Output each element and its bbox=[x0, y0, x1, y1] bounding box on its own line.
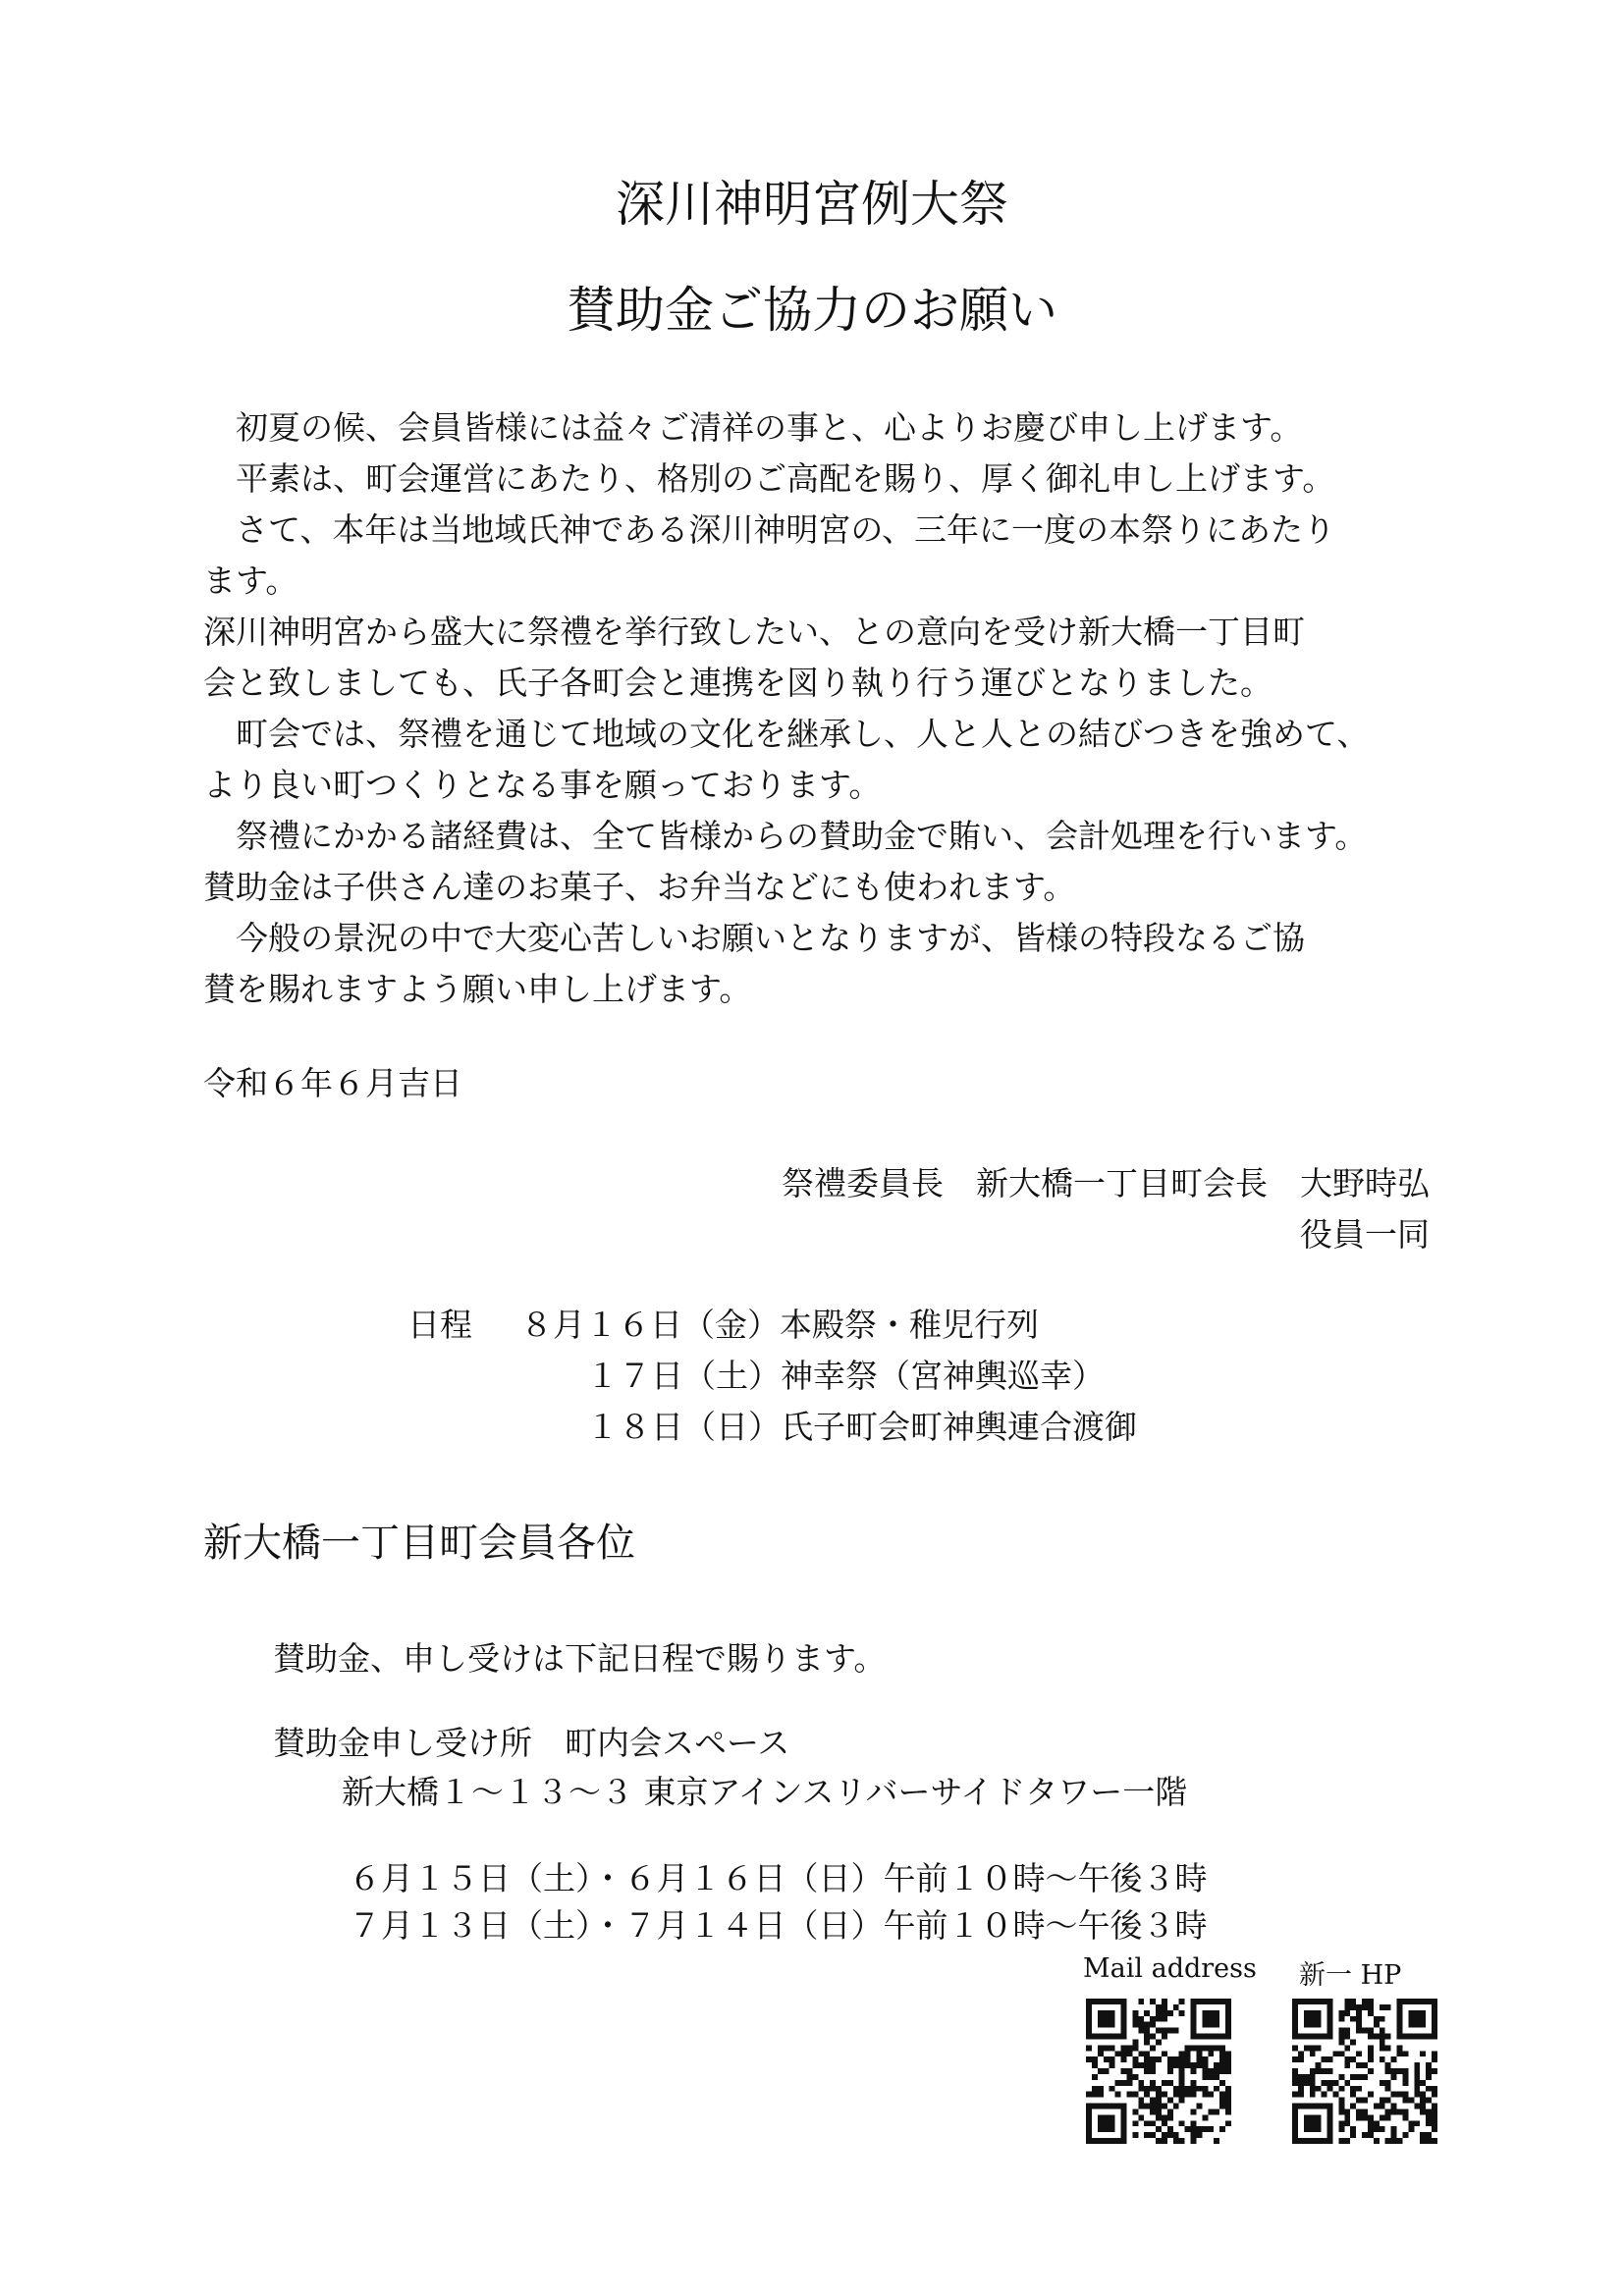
body-line: 賛を賜れますよう願い申し上げます。 bbox=[203, 970, 752, 1008]
body-line: 賛助金は子供さん達のお菓子、お弁当などにも使われます。 bbox=[203, 868, 1076, 906]
addressee: 新大橋一丁目町会員各位 bbox=[203, 1521, 635, 1566]
body-line: 深川神明宮から盛大に祭禮を挙行致したい、との意向を受け新大橋一丁目町 bbox=[203, 613, 1305, 651]
body-line: 町会では、祭禮を通じて地域の文化を継承し、人と人との結びつきを強めて、 bbox=[203, 715, 1370, 753]
reception-address: 新大橋１～１３～３ 東京アインスリバーサイドタワー一階 bbox=[342, 1773, 1188, 1811]
homepage-qr-code[interactable] bbox=[1292, 1999, 1437, 2144]
body-line: 今般の景況の中で大変心苦しいお願いとなりますが、皆様の特段なるご協 bbox=[203, 919, 1305, 957]
body-text bbox=[203, 402, 1431, 1015]
body-line: より良い町つくりとなる事を願っております。 bbox=[203, 766, 882, 804]
qr-label-mail: Mail address bbox=[1083, 1953, 1257, 1984]
body-line: 平素は、町会運営にあたり、格別のご高配を賜り、厚く御礼申し上げます。 bbox=[203, 459, 1335, 498]
document-title: 深川神明宮例大祭 bbox=[616, 176, 1008, 233]
body-line: ます。 bbox=[203, 561, 298, 600]
schedule-row: ８月１６日（金）本殿祭・稚児行列 bbox=[520, 1306, 1039, 1344]
mail-qr-code[interactable] bbox=[1086, 1999, 1231, 2144]
notice-text: 賛助金、申し受けは下記日程で賜ります。 bbox=[273, 1639, 887, 1678]
signature-line: 祭禮委員長 新大橋一丁目町会長 大野時弘 bbox=[782, 1164, 1430, 1202]
issue-date: 令和６年６月吉日 bbox=[203, 1064, 462, 1102]
reception-place: 賛助金申し受け所 町内会スペース bbox=[273, 1724, 790, 1762]
reception-date: ７月１３日（土）・７月１４日（日）午前１０時～午後３時 bbox=[349, 1906, 1208, 1945]
body-line: 祭禮にかかる諸経費は、全て皆様からの賛助金で賄い、会計処理を行います。 bbox=[203, 817, 1368, 855]
reception-date: ６月１５日（土）・６月１６日（日）午前１０時～午後３時 bbox=[349, 1859, 1208, 1897]
qr-label-hp: 新一 HP bbox=[1299, 1960, 1402, 1991]
body-line: さて、本年は当地域氏神である深川神明宮の、三年に一度の本祭りにあたり bbox=[203, 510, 1336, 549]
schedule-row: １７日（土）神幸祭（宮神輿巡幸） bbox=[586, 1357, 1105, 1395]
body-line: 会と致しましても、氏子各町会と連携を図り執り行う運びとなりました。 bbox=[203, 664, 1272, 702]
schedule-row: １８日（日）氏子町会町神輿連合渡御 bbox=[586, 1408, 1137, 1446]
schedule-label: 日程 bbox=[407, 1306, 472, 1344]
body-line: 初夏の候、会員皆様には益々ご清祥の事と、心よりお慶び申し上げます。 bbox=[203, 408, 1303, 447]
document-subtitle: 賛助金ご協力のお願い bbox=[567, 282, 1057, 339]
signature-group: 役員一同 bbox=[1300, 1215, 1430, 1254]
